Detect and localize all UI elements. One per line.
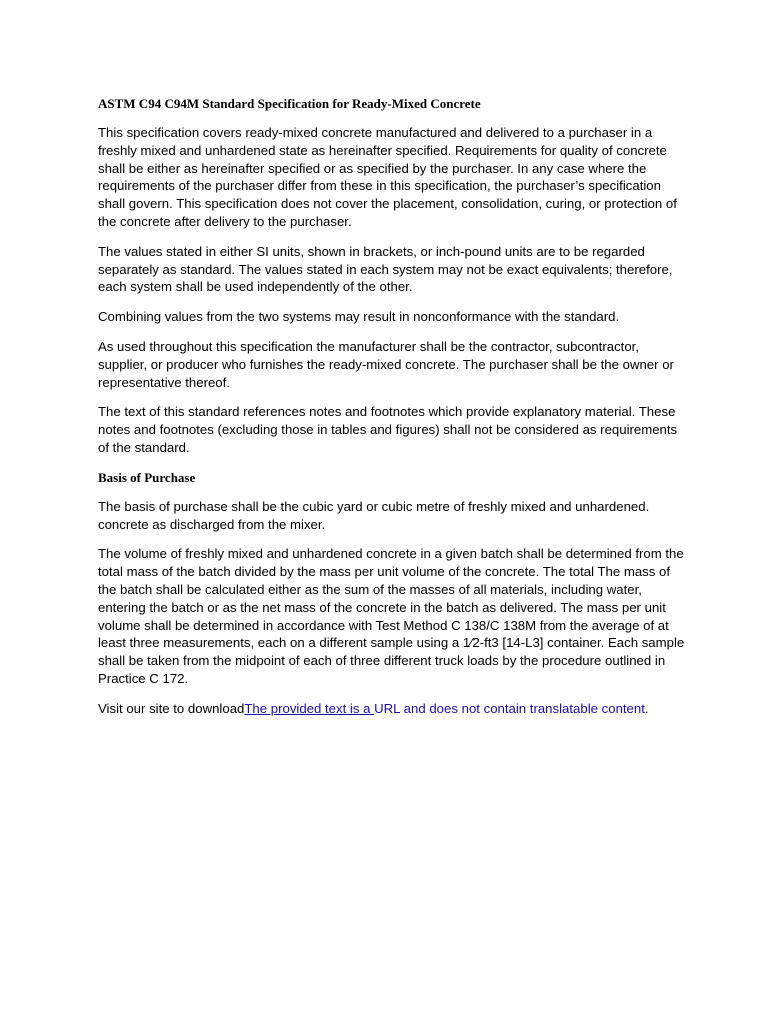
download-link[interactable]: The provided text is a (244, 700, 375, 716)
footer-line (98, 700, 688, 718)
footer-prefix: Visit our site to download (98, 700, 245, 716)
basis-paragraph-1: The basis of purchase shall be the cubic yard or cubic metre of freshly mixed and unhardened. concrete as discharged from the mixer. (98, 498, 650, 532)
intro-paragraph-4: As used throughout this specification the manufacturer shall be the contractor, subcontractor, supplier, or producer who furnishes the ready-mixed concrete. The purchaser shall be the owner or representative thereof. (98, 338, 674, 390)
download-link-rest[interactable]: URL and does not contain translatable content. (374, 700, 649, 716)
intro-paragraph-2: The values stated in either SI units, shown in brackets, or inch-pound units are to be regarded separately as standard. The values stated in each system may not be exact equivalents; therefore, each system shall be used independently of the other. (98, 243, 673, 295)
intro-paragraph-1: This specification covers ready-mixed concrete manufactured and delivered to a purchaser in a freshly mixed and unhardened state as hereinafter specified. Requirements for quality of concrete shall be either as hereinafter specified or as specified by the purchaser. In any case where the requirements of the purchaser differ from these in this specification, the purchaser’s specification shall govern. This specification does not cover the placement, consolidation, curing, or protection of the concrete after delivery to the purchaser. (98, 125, 677, 229)
section-heading-basis-of-purchase: Basis of Purchase (98, 469, 196, 485)
intro-paragraph-5: The text of this standard references notes and footnotes which provide explanatory material. These notes and footnotes (excluding those in tables and figures) shall not be considered as requirements of the standard. (98, 404, 678, 455)
basis-paragraph-2: The volume of freshly mixed and unhardened concrete in a given batch shall be determined from the total mass of the batch divided by the mass per unit volume of the concrete. The total The mass of the batch shall be calculated either as the sum of the masses of all materials, including water, entering the batch or as the net mass of the concrete in the batch as delivered. The mass per unit volume shall be determined in accordance with Test Method C 138/C 138M from the average of at least three measurements, each on a different sample using a 1⁄2-ft3 [14-L3] container. Each sample shall be taken from the midpoint of each of three different truck loads by the procedure outlined in Practice C 172. (98, 546, 685, 686)
intro-paragraph-3: Combining values from the two systems may result in nonconformance with the standard. (98, 309, 620, 325)
document-title: ASTM C94 C94M Standard Specification for Ready-Mixed Concrete (98, 96, 481, 111)
document-page (98, 95, 688, 730)
